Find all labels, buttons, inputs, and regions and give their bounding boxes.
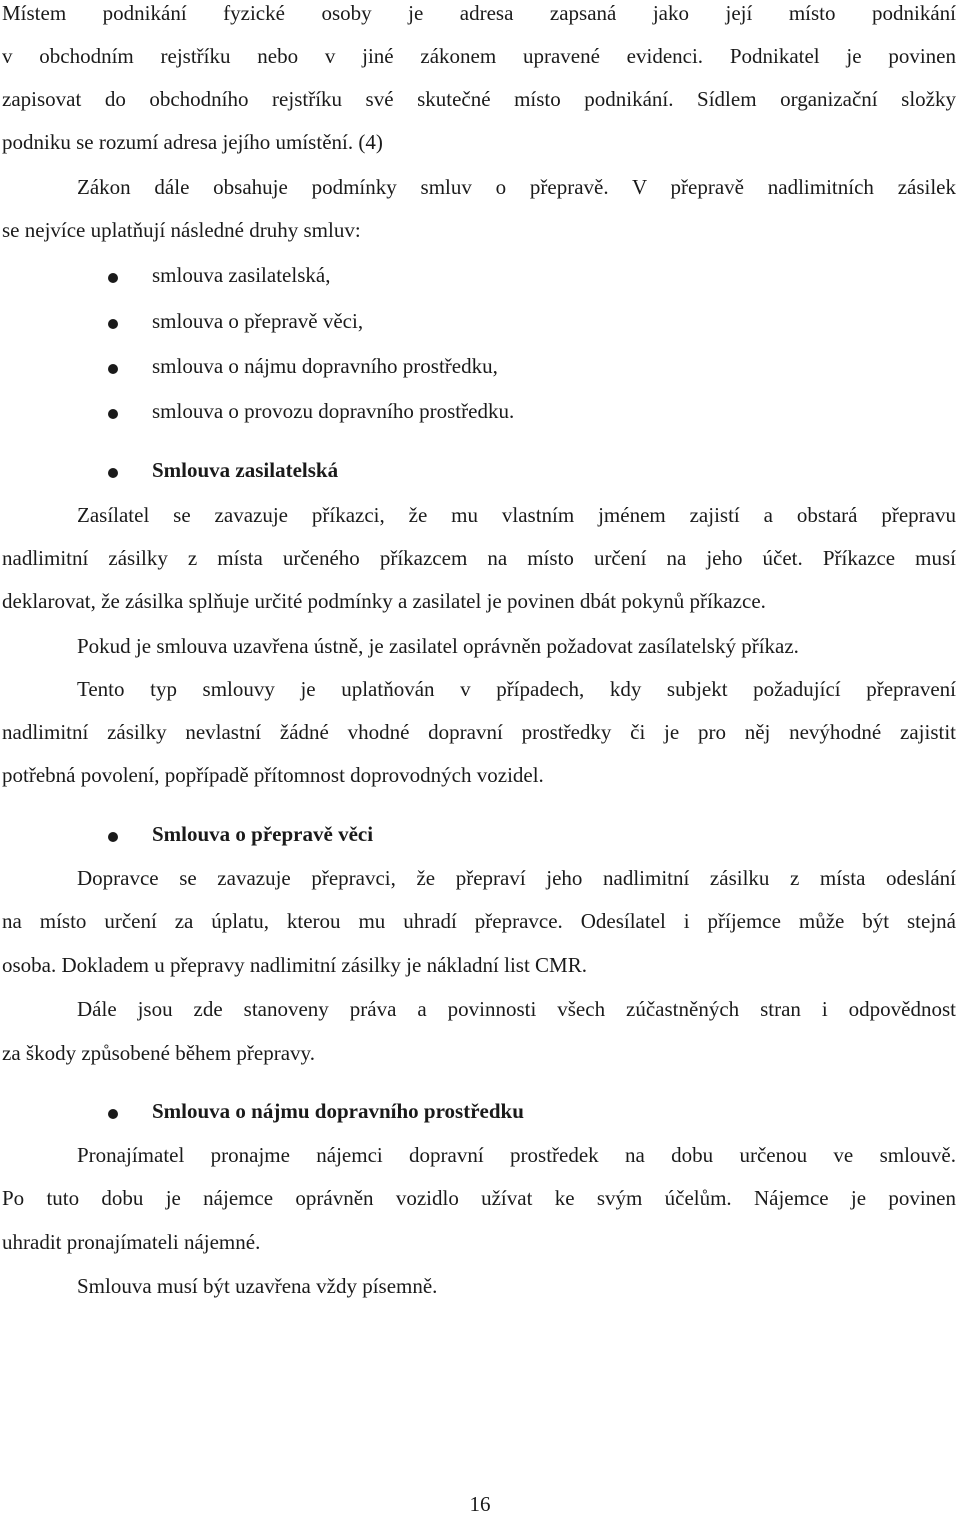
paragraph-line: deklarovat, že zásilka splňuje určité podmínky a zasilatel je povinen dbát pokynů příkazce.: [2, 589, 766, 613]
bullet-icon: [108, 364, 118, 374]
intro-line: zapisovat do obchodního rejstříku své skutečné místo podnikání. Sídlem organizační složky: [2, 87, 956, 111]
paragraph-line: Tento typ smlouvy je uplatňován v případech, kdy subjekt požadující přepravení: [77, 677, 956, 701]
paragraph-line: Smlouva musí být uzavřena vždy písemně.: [77, 1274, 438, 1298]
bullet-icon: [108, 1109, 118, 1119]
bullet-icon: [108, 273, 118, 283]
paragraph-line: Pronajímatel pronajme nájemci dopravní prostředek na dobu určenou ve smlouvě.: [77, 1143, 956, 1167]
bullet-icon: [108, 832, 118, 842]
section-heading: Smlouva zasilatelská: [152, 458, 339, 482]
paragraph-line: osoba. Dokladem u přepravy nadlimitní zásilky je nákladní list CMR.: [2, 953, 587, 977]
paragraph-line: Dále jsou zde stanoveny práva a povinnosti všech zúčastněných stran i odpovědnost: [77, 997, 956, 1021]
section-heading: Smlouva o nájmu dopravního prostředku: [152, 1099, 524, 1123]
intro-line: v obchodním rejstříku nebo v jiné zákonem upravené evidenci. Podnikatel je povinen: [2, 44, 956, 68]
paragraph-line: potřebná povolení, popřípadě přítomnost doprovodných vozidel.: [2, 763, 544, 787]
section-heading: Smlouva o přepravě věci: [152, 822, 374, 846]
list-item-label: smlouva o přepravě věci,: [152, 309, 364, 333]
paragraph-line: Zasílatel se zavazuje příkazci, že mu vlastním jménem zajistí a obstará přepravu: [77, 503, 956, 527]
list-item-label: smlouva o provozu dopravního prostředku.: [152, 399, 515, 423]
paragraph-line: Dopravce se zavazuje přepravci, že přepraví jeho nadlimitní zásilku z místa odeslání: [77, 866, 956, 890]
paragraph-line: uhradit pronajímateli nájemné.: [2, 1230, 261, 1254]
contracts-intro-line: Zákon dále obsahuje podmínky smluv o přepravě. V přepravě nadlimitních zásilek: [77, 175, 956, 199]
bullet-icon: [108, 319, 118, 329]
bullet-icon: [108, 468, 118, 478]
paragraph-line: Po tuto dobu je nájemce oprávněn vozidlo užívat ke svým účelům. Nájemce je povinen: [2, 1186, 956, 1210]
paragraph-line: nadlimitní zásilky nevlastní žádné vhodné dopravní prostředky či je pro něj nevýhodné zajistit: [2, 720, 956, 744]
list-item-label: smlouva zasilatelská,: [152, 263, 331, 287]
paragraph-line: na místo určení za úplatu, kterou mu uhradí přepravce. Odesílatel i příjemce může být stejná: [2, 909, 956, 933]
contracts-intro-line: se nejvíce uplatňují následné druhy smluv:: [2, 218, 361, 242]
paragraph-line: za škody způsobené během přepravy.: [2, 1041, 315, 1065]
paragraph-line: Pokud je smlouva uzavřena ústně, je zasilatel oprávněn požadovat zasílatelský příkaz.: [77, 634, 799, 658]
page-number: 16: [469, 1492, 491, 1516]
intro-line: Místem podnikání fyzické osoby je adresa zapsaná jako její místo podnikání: [2, 1, 956, 25]
bullet-icon: [108, 409, 118, 419]
paragraph-line: nadlimitní zásilky z místa určeného příkazcem na místo určení na jeho účet. Příkazce musí: [2, 546, 956, 570]
list-item-label: smlouva o nájmu dopravního prostředku,: [152, 354, 498, 378]
intro-line: podniku se rozumí adresa jejího umístění. (4): [2, 130, 383, 154]
